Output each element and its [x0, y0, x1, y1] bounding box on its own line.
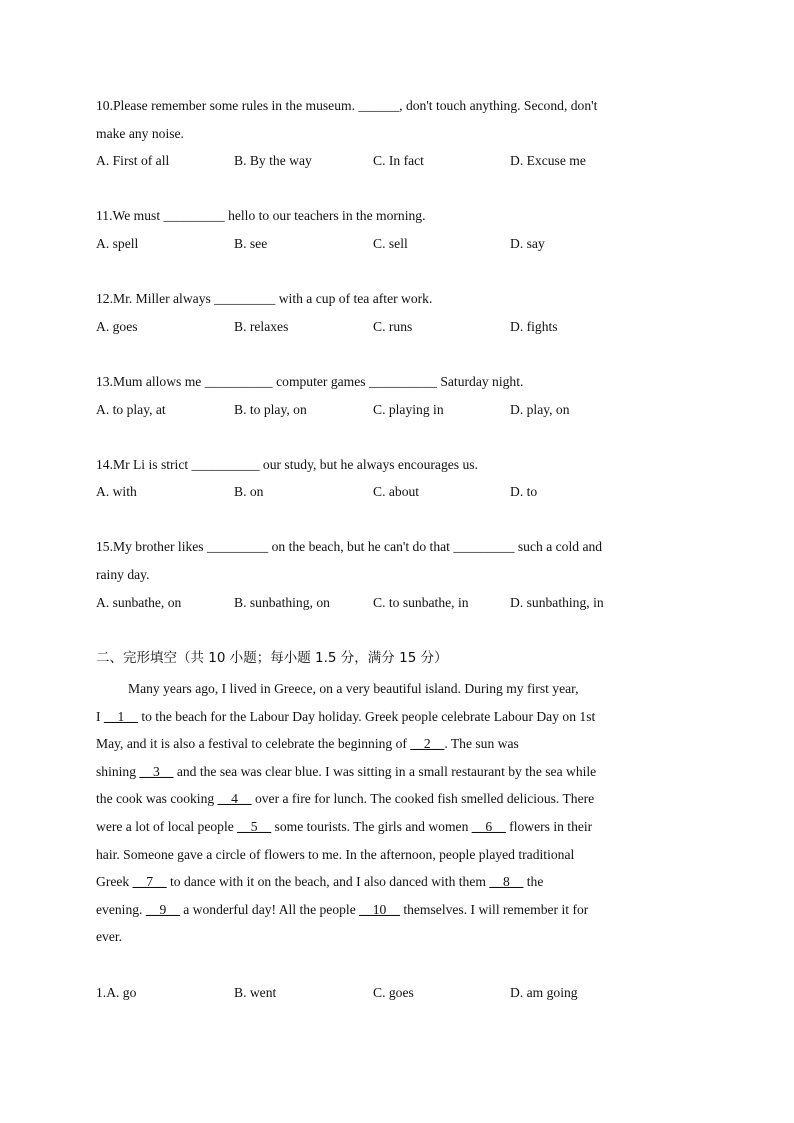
question-13-text: 13.Mum allows me __________ computer games __________ Saturday night. [96, 374, 524, 389]
question-15-text-line-1: 15.My brother likes _________ on the beach, but he can't do that _________ such a cold and [96, 539, 603, 554]
passage-text: a wonderful day! All the people [179, 902, 360, 917]
option-c: C. goes [373, 985, 414, 1000]
passage-text: . The sun was [444, 736, 519, 751]
blank-8: __8__ [489, 874, 524, 889]
question-14-options [0, 482, 794, 502]
passage-line-5 [96, 789, 594, 809]
option-a: A. goes [96, 319, 138, 334]
option-d: D. say [510, 236, 545, 251]
blank-7: __7__ [132, 874, 167, 889]
option-a: A. spell [96, 236, 139, 251]
blank-10: __10__ [359, 902, 400, 917]
cloze-question-1-options [0, 983, 794, 1003]
option-b: B. see [234, 236, 268, 251]
passage-line-3 [96, 734, 519, 754]
option-d: D. play, on [510, 402, 570, 417]
option-b: B. sunbathing, on [234, 595, 330, 610]
passage-text: over a fire for lunch. The cooked fish smelled delicious. There [251, 791, 595, 806]
passage-text: May, and it is also a festival to celebrate the beginning of [96, 736, 411, 751]
passage-text: to dance with it on the beach, and I also danced with them [166, 874, 490, 889]
passage-text: shining [96, 764, 140, 779]
passage-text: to the beach for the Labour Day holiday. Greek people celebrate Labour Day on 1st [137, 709, 596, 724]
option-a: A. to play, at [96, 402, 166, 417]
option-c: C. about [373, 484, 420, 499]
option-d: D. sunbathing, in [510, 595, 604, 610]
passage-text: evening. [96, 902, 146, 917]
option-b: B. to play, on [234, 402, 307, 417]
passage-text: Many years ago, I lived in Greece, on a very beautiful island. During my first year, [128, 681, 579, 696]
blank-1: __1__ [103, 709, 138, 724]
option-b: B. relaxes [234, 319, 289, 334]
option-c: C. runs [373, 319, 413, 334]
blank-2: __2__ [410, 736, 445, 751]
blank-4: __4__ [217, 791, 252, 806]
passage-line-6 [96, 817, 592, 837]
blank-3: __3__ [139, 764, 174, 779]
option-a: A. sunbathe, on [96, 595, 182, 610]
question-14-text: 14.Mr Li is strict __________ our study, but he always encourages us. [96, 457, 478, 472]
question-15-text-line-2: rainy day. [96, 567, 150, 582]
passage-text: ever. [96, 929, 123, 944]
option-d: D. fights [510, 319, 558, 334]
question-15-options [0, 593, 794, 613]
question-10-text-line-1: 10.Please remember some rules in the museum. ______, don't touch anything. Second, don't [96, 98, 598, 113]
question-11-text: 11.We must _________ hello to our teachers in the morning. [96, 208, 426, 223]
blank-6: __6__ [471, 819, 506, 834]
question-12-text: 12.Mr. Miller always _________ with a cup of tea after work. [96, 291, 433, 306]
blank-5: __5__ [237, 819, 272, 834]
passage-line-9 [96, 900, 588, 920]
passage-text: were a lot of local people [96, 819, 238, 834]
passage-text: I [96, 709, 104, 724]
option-a: A. with [96, 484, 137, 499]
option-c: C. In fact [373, 153, 424, 168]
option-b: B. By the way [234, 153, 312, 168]
question-13-options [0, 400, 794, 420]
option-a: 1.A. go [96, 985, 137, 1000]
passage-text: the [523, 874, 544, 889]
passage-text: flowers in their [505, 819, 593, 834]
passage-line-1 [128, 679, 579, 699]
question-11-options [0, 234, 794, 254]
passage-text: some tourists. The girls and women [271, 819, 472, 834]
option-c: C. playing in [373, 402, 444, 417]
passage-text: hair. Someone gave a circle of flowers to me. In the afternoon, people played traditional [96, 847, 575, 862]
blank-9: __9__ [145, 902, 180, 917]
option-c: C. to sunbathe, in [373, 595, 469, 610]
option-b: B. went [234, 985, 277, 1000]
question-10-options [0, 151, 794, 171]
option-d: D. to [510, 484, 538, 499]
passage-line-10 [96, 927, 122, 947]
passage-line-8 [96, 872, 543, 892]
passage-line-7 [96, 845, 574, 865]
question-12-options [0, 317, 794, 337]
passage-line-4 [96, 762, 596, 782]
passage-text: the cook was cooking [96, 791, 218, 806]
passage-line-2 [96, 707, 595, 727]
passage-text: Greek [96, 874, 133, 889]
option-b: B. on [234, 484, 264, 499]
question-10-text-line-2: make any noise. [96, 126, 184, 141]
option-d: D. am going [510, 985, 578, 1000]
passage-text: themselves. I will remember it for [399, 902, 589, 917]
passage-text: and the sea was clear blue. I was sitting in a small restaurant by the sea while [173, 764, 597, 779]
option-d: D. Excuse me [510, 153, 586, 168]
option-a: A. First of all [96, 153, 170, 168]
option-c: C. sell [373, 236, 408, 251]
section-heading: 二、完形填空（共 10 小题；每小题 1.5 分，满分 15 分） [96, 650, 448, 666]
